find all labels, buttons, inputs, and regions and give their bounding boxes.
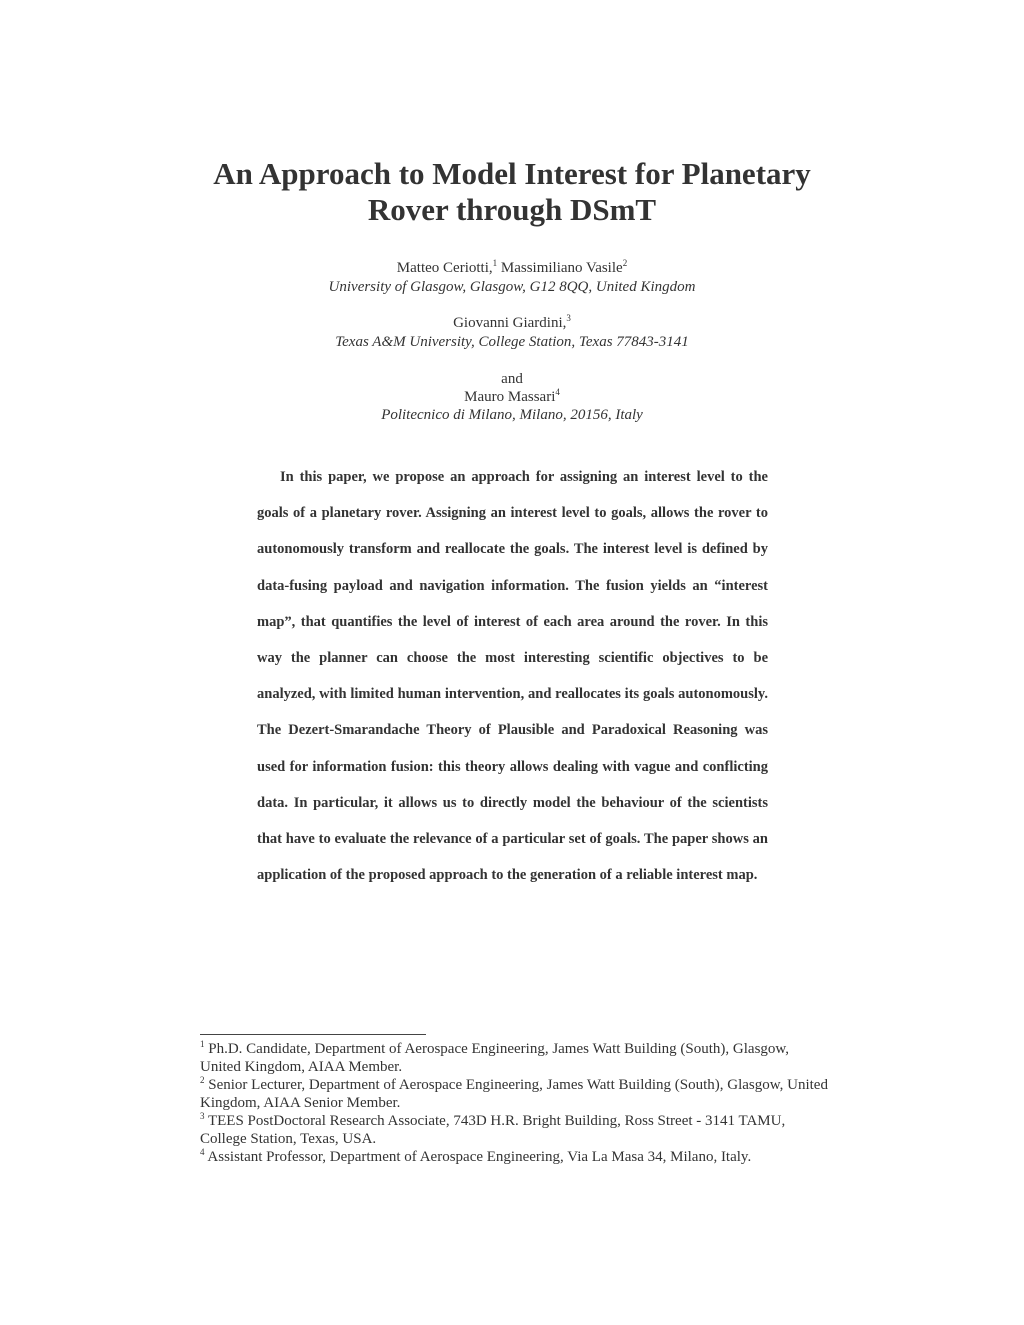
authors-line-2	[0, 314, 1024, 332]
paper-title	[0, 156, 1024, 228]
footnote-text: Assistant Professor, Department of Aerospace Engineering, Via La Masa 34, Milano, Italy.	[204, 1149, 752, 1165]
affiliation-glasgow: University of Glasgow, Glasgow, G12 8QQ, United Kingdom	[328, 279, 696, 295]
author-conjunction: and	[501, 371, 523, 387]
authors-line-1	[0, 259, 1024, 277]
author-name-massari: Mauro Massari	[464, 389, 556, 405]
authors-line-3	[0, 388, 1024, 406]
author-name-vasile: Massimiliano Vasile	[497, 260, 623, 276]
affiliation-texas: Texas A&M University, College Station, Texas 77843-3141	[335, 334, 689, 350]
author-name-giardini: Giovanni Giardini,	[453, 315, 567, 331]
footnote-3	[200, 1112, 830, 1148]
abstract: In this paper, we propose an approach for assigning an interest level to the goals of a planetary rover. Assigning an interest level to goals, allows the rover to autonomously transform and reallocate the goals. The interest level is defined by data-fusing payload and navigation information. The fusion yields an “interest map”, that quantifies the level of interest of each area around the rover. In this way the planner can choose the most interesting scientific objectives to be analyzed, with limited human intervention, and reallocates its goals autonomously. The Dezert-Smarandache Theory of Plausible and Paradoxical Reasoning was used for information fusion: this theory allows dealing with vague and conflicting data. In particular, it allows us to directly model the behaviour of the scientists that have to evaluate the relevance of a particular set of goals. The paper shows an application of the proposed approach to the generation of a reliable interest map.	[257, 469, 768, 884]
footnote-mark: 1	[200, 1039, 205, 1049]
footnote-4	[200, 1148, 830, 1166]
affiliation-milano: Politecnico di Milano, Milano, 20156, Italy	[381, 407, 643, 423]
footnote-mark: 3	[200, 1111, 205, 1121]
footnotes	[200, 1040, 830, 1166]
author-footnote-mark-2: 2	[622, 258, 628, 268]
footnote-2	[200, 1076, 830, 1112]
footnote-separator	[200, 1034, 426, 1035]
footnote-text: Senior Lecturer, Department of Aerospace Engineering, James Watt Building (South), Glasgow, United Kingdom, AIAA Senior Member.	[200, 1077, 828, 1111]
author-footnote-mark-1: 1	[492, 258, 498, 268]
footnote-mark: 4	[200, 1147, 205, 1157]
footnote-1	[200, 1040, 830, 1076]
author-footnote-mark-3: 3	[566, 313, 571, 323]
footnote-text: Ph.D. Candidate, Department of Aerospace Engineering, James Watt Building (South), Glasgow, United Kingdom, AIAA Member.	[200, 1041, 790, 1075]
author-name-ceriotti: Matteo Ceriotti,	[396, 260, 493, 276]
title-line-2: Rover through DSmT	[367, 192, 657, 227]
author-footnote-mark-4: 4	[555, 387, 560, 397]
footnote-mark: 2	[200, 1075, 205, 1085]
footnote-text: TEES PostDoctoral Research Associate, 743D H.R. Bright Building, Ross Street - 3141 TAMU, College Station, Texas, USA.	[200, 1113, 786, 1147]
title-line-1: An Approach to Model Interest for Planetary	[213, 156, 811, 191]
